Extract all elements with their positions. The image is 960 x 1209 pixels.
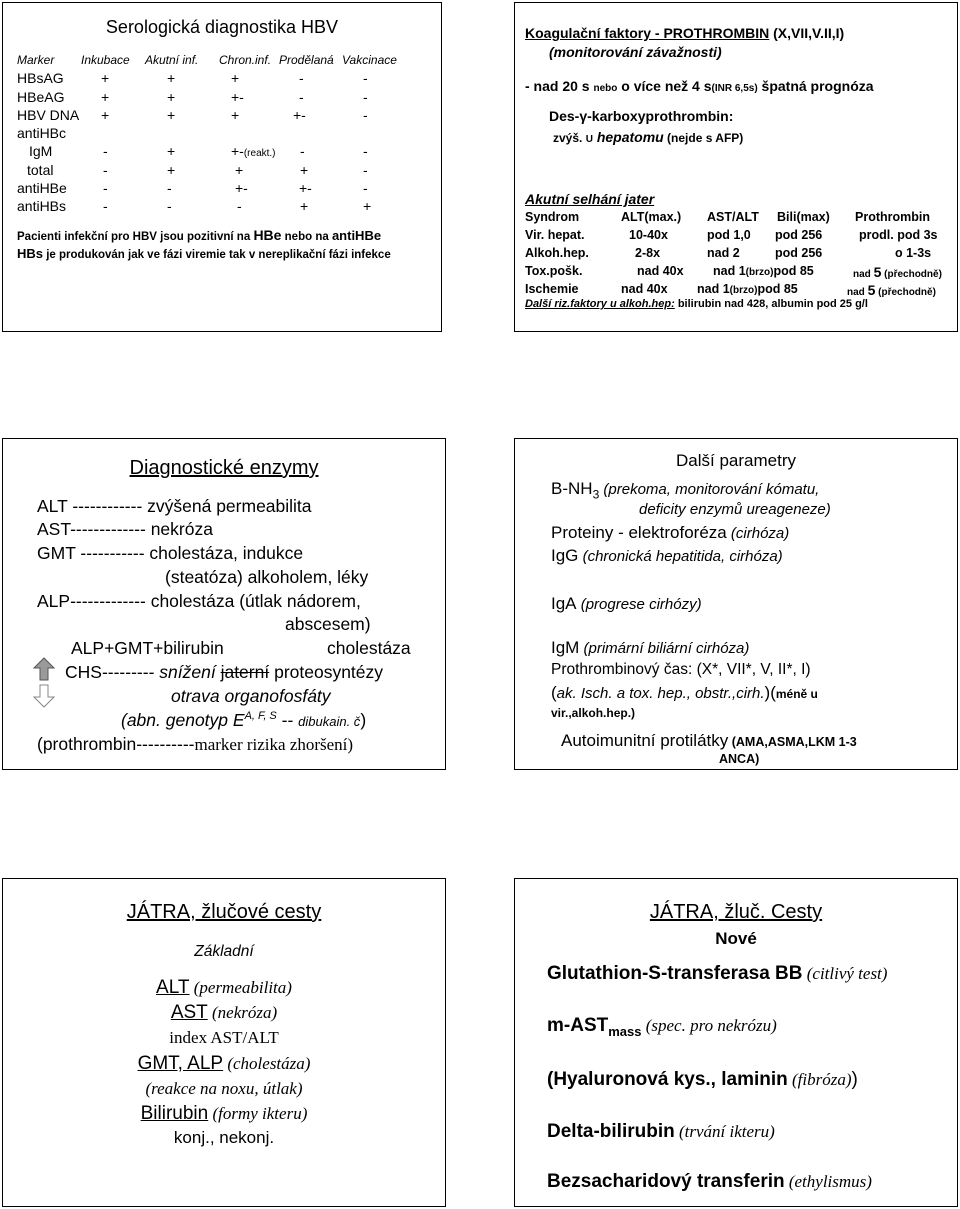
row-label: IgM <box>29 143 53 159</box>
proteiny-line: Proteiny - elektroforéza (cirhóza) <box>551 523 790 542</box>
table-cell: nad 5 (přechodně) <box>847 282 936 298</box>
cell: +- <box>299 180 312 196</box>
cell: - <box>167 180 172 196</box>
row-label: antiHBc <box>17 125 67 141</box>
cell: - <box>300 143 305 159</box>
prognosis-line: - nad 20 s nebo o více než 4 s(INR 6,5s) špatná prognóza <box>525 78 874 94</box>
slide-subtitle: Základní <box>194 943 254 960</box>
cell: + <box>300 162 309 178</box>
col-alt: ALT(max.) <box>621 210 682 224</box>
cell: - <box>363 143 368 159</box>
enzyme-gmt-line: GMT ----------- cholestáza, indukce <box>37 543 304 563</box>
enzyme-ast-line: AST------------- nekróza <box>37 519 213 539</box>
col-prothrombin: Prothrombin <box>855 210 930 224</box>
col-marker: Marker <box>17 53 55 67</box>
cell: + <box>167 162 176 178</box>
slide-title: Další parametry <box>676 451 796 470</box>
table-cell: nad 5 (přechodně) <box>853 264 942 280</box>
akutni-selhani-heading: Akutní selhání jater <box>525 191 655 207</box>
col-inkubace: Inkubace <box>81 53 130 67</box>
cell: - <box>299 89 304 105</box>
cell: +-(reakt.) <box>231 143 276 159</box>
enzyme-gmt-line-2: (steatóza) alkoholem, léky <box>165 567 369 587</box>
iga-line: IgA (progrese cirhózy) <box>551 594 702 613</box>
konj-line: konj., nekonj. <box>173 1128 275 1147</box>
row-label: antiHBe <box>17 180 67 196</box>
enzyme-combo-line: ALP+GMT+bilirubin cholestáza <box>71 638 411 658</box>
slide-jatra-zakladni <box>2 878 446 1207</box>
slide-title: Serologická diagnostika HBV <box>105 17 339 37</box>
des-gamma-line: Des-γ-karboxyprothrombin: <box>549 108 734 124</box>
cell: + <box>167 70 176 86</box>
col-chron: Chron.inf. <box>219 53 272 67</box>
table-cell: nad 1(brzo)pod 85 <box>713 264 814 278</box>
table-cell: pod 1,0 <box>707 228 751 242</box>
col-ast-alt: AST/ALT <box>707 210 759 224</box>
row-label: total <box>27 162 54 178</box>
slide-title: JÁTRA, žluč. Cesty <box>649 901 823 923</box>
col-syndrom: Syndrom <box>525 210 580 224</box>
prothrombin-time-line-3: vir.,alkoh.hep.) <box>551 706 636 720</box>
hyaluronova-line: (Hyaluronová kys., laminin (fibróza)) <box>547 1069 858 1090</box>
cell: + <box>231 70 240 86</box>
cell: + <box>167 89 176 105</box>
delta-bilirubin-line: Delta-bilirubin (trvání ikteru) <box>547 1121 775 1142</box>
dalsi-rizikove-faktory: Další riz.faktory u alkoh.hep: bilirubin nad 428, albumin pod 25 g/l <box>525 298 868 310</box>
row-label: HBV DNA <box>17 107 80 123</box>
slide-hbv-serology <box>2 2 442 332</box>
row-label: antiHBs <box>17 198 67 214</box>
cell: - <box>363 162 368 178</box>
cell: +- <box>231 89 244 105</box>
table-cell: 2-8x <box>635 246 661 260</box>
alt-line: ALT (permeabilita) <box>156 977 292 998</box>
cell: + <box>167 143 176 159</box>
enzyme-chs-line-3: (abn. genotyp $E^{A, F, S}$ -- dibukain. č) <box>121 710 367 730</box>
cell: + <box>101 70 110 86</box>
gmt-alp-line: GMT, ALP (cholestáza) <box>137 1053 311 1074</box>
reakce-line: (reakce na noxu, útlak) <box>145 1079 303 1098</box>
table-cell: Ischemie <box>525 282 579 296</box>
table-cell: Tox.pošk. <box>525 264 583 278</box>
table-cell: Vir. hepat. <box>525 228 585 242</box>
slide-diagnosticke-enzymy <box>2 438 446 770</box>
slide-jatra-nove <box>514 878 958 1207</box>
table-cell: Alkoh.hep. <box>525 246 589 260</box>
m-ast-line: $m-AST_{mass}$ (spec. pro nekrózu) <box>547 1015 777 1039</box>
cell: - <box>103 198 108 214</box>
prothrombin-marker-line: (prothrombin----------marker rizika zhoršení) <box>37 734 354 754</box>
enzyme-alt-line: ALT ------------ zvýšená permeabilita <box>37 496 312 516</box>
table-cell: nad 1(brzo)pod 85 <box>697 282 798 296</box>
arrow-down-icon <box>33 684 55 708</box>
cell: - <box>363 107 368 123</box>
index-ast-alt: index AST/ALT <box>169 1028 279 1047</box>
igg-line: IgG (chronická hepatitida, cirhóza) <box>551 546 783 565</box>
prothrombin-time-line-2: (ak. Isch. a tox. hep., obstr.,cirh.)(méně u <box>551 683 818 702</box>
autoimunitni-line-2: ANCA) <box>719 752 760 766</box>
igm-line: IgM (primární biliární cirhóza) <box>551 638 750 657</box>
bilirubin-line: Bilirubin (formy ikteru) <box>140 1103 308 1124</box>
col-bili: Bili(max) <box>777 210 830 224</box>
table-cell: pod 256 <box>775 228 823 242</box>
col-prodelana: Prodělaná <box>279 53 334 67</box>
reakt-note: (reakt.) <box>243 148 276 159</box>
slide-dalsi-parametry <box>514 438 958 770</box>
table-cell: nad 40x <box>621 282 668 296</box>
cell: - <box>363 89 368 105</box>
row-label: HBsAG <box>17 70 64 86</box>
cell: + <box>101 107 110 123</box>
autoimunitni-line: Autoimunitní protilátky (AMA,ASMA,LKM 1-3 <box>561 731 857 750</box>
slide-title: JÁTRA, žlučové cesty <box>126 901 322 923</box>
ast-line: AST (nekróza) <box>170 1002 278 1023</box>
table-cell: nad 40x <box>637 264 684 278</box>
arrow-up-icon <box>33 657 55 681</box>
table-cell: nad 2 <box>707 246 740 260</box>
hbv-note-1: Pacienti infekční pro HBV jsou pozitivní na HBe nebo na antiHBe <box>17 227 382 243</box>
cell: +- <box>293 107 306 123</box>
table-cell: pod 256 <box>775 246 823 260</box>
bezsacharidovy-line: Bezsacharidový transferin (ethylismus) <box>547 1171 872 1192</box>
cell: - <box>103 143 108 159</box>
row-label: HBeAG <box>17 89 65 105</box>
slide-subtitle: Nové <box>715 929 757 948</box>
cell: + <box>167 107 176 123</box>
bnh3-line: $B-NH_3$ (prekoma, monitorování kómatu, <box>551 479 820 502</box>
prothrombin-time-line: Prothrombinový čas: (X*, VII*, V, II*, I) <box>551 661 811 678</box>
cell: - <box>103 162 108 178</box>
slide-title: Koagulační faktory - PROTHROMBIN (X,VII,V.II,I) <box>525 25 845 41</box>
hepatom-line: zvýš. U hepatomu (nejde s AFP) <box>553 129 744 145</box>
cell: + <box>235 162 244 178</box>
enzyme-chs-line: CHS--------- snížení jaterní proteosyntézy <box>65 662 384 682</box>
bnh3-line-2: deficity enzymů ureageneze) <box>639 501 831 518</box>
slide-prothrombin <box>514 2 958 332</box>
slide-subtitle: (monitorování závažnosti) <box>549 44 722 60</box>
cell: + <box>231 107 240 123</box>
table-cell: 10-40x <box>629 228 668 242</box>
cell: - <box>363 70 368 86</box>
col-vakcinace: Vakcinace <box>342 53 397 67</box>
cell: - <box>363 180 368 196</box>
cell: + <box>363 198 372 214</box>
table-cell: prodl. pod 3s <box>859 228 938 242</box>
cell: - <box>103 180 108 196</box>
table-cell: o 1-3s <box>895 246 932 260</box>
slide-title: Diagnostické enzymy <box>129 457 319 479</box>
cell: - <box>167 198 172 214</box>
cell: +- <box>235 180 248 196</box>
cell: - <box>299 70 304 86</box>
col-akutni: Akutní inf. <box>145 53 199 67</box>
enzyme-alp-line-2: abscesem) <box>285 614 371 634</box>
cell: + <box>300 198 309 214</box>
hbv-note-2: HBs je produkován jak ve fázi viremie tak v nereplikační fázi infekce <box>17 246 391 261</box>
cell: + <box>101 89 110 105</box>
gst-line: Glutathion-S-transferasa BB (citlivý test) <box>547 963 888 984</box>
enzyme-chs-line-2: otrava organofosfáty <box>171 686 331 706</box>
cell: - <box>237 198 242 214</box>
enzyme-alp-line: ALP------------- cholestáza (útlak nádorem, <box>37 591 361 611</box>
